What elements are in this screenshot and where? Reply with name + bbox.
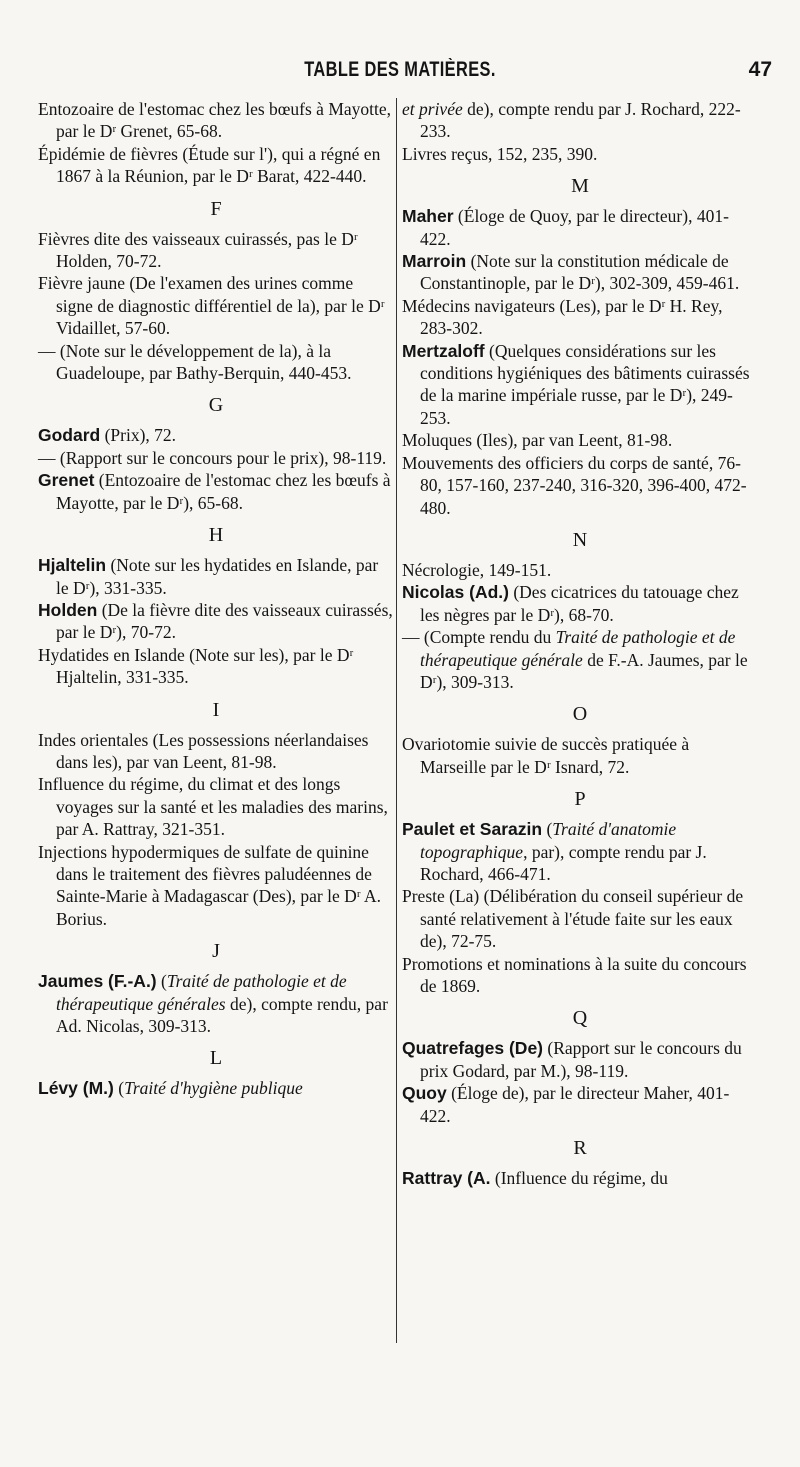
index-entry [38, 143, 394, 188]
entry-heading: Nicolas (Ad.) [402, 582, 509, 603]
entry-text: (Note sur la constitution médicale de Constantinople, par le Dʳ), 302-309, 459-461. [420, 251, 740, 294]
index-entry [402, 953, 758, 998]
index-entry [402, 626, 758, 693]
entry-heading: Holden [38, 599, 98, 620]
index-entry [38, 599, 394, 644]
index-entry [402, 429, 758, 451]
section-letter: M [571, 175, 589, 198]
index-entry [402, 340, 758, 430]
entry-text: Nécrologie, 149-151. [402, 559, 552, 580]
entry-heading: Maher [402, 206, 454, 227]
entry-text: Médecins navigateurs (Les), par le Dʳ H. Rey, 283-302. [402, 295, 723, 339]
section-letter: H [208, 524, 224, 547]
entry-heading: Godard [38, 425, 101, 446]
index-entry [402, 143, 758, 165]
section-letter: L [209, 1047, 223, 1070]
entry-text: (Quelques considérations sur les conditions hygiéniques des bâtiments cuirassés de la marine impériale russe, par le Dʳ), 249-253. [420, 340, 750, 428]
index-entry [402, 1037, 758, 1082]
entry-text: Épidémie de fièvres (Étude sur l'), qui a régné en 1867 à la Réunion, par le Dʳ Barat, 422-440. [38, 143, 381, 187]
entry-text: (Rapport sur le concours du prix Godard, par M.), 98-119. [420, 1038, 742, 1081]
entry-title-italic: et privée [402, 99, 463, 119]
entry-text: (Influence du régime, du [490, 1168, 668, 1189]
index-entry [38, 469, 394, 514]
entry-heading: Paulet et Sarazin [402, 819, 543, 840]
entry-text: — (Compte rendu du [402, 627, 556, 648]
entry-text: — (Note sur le développement de la), à la Guadeloupe, par Bathy-Berquin, 440-453. [38, 340, 352, 384]
column-divider [396, 98, 397, 1343]
entry-text: , par), compte rendu par J. Rochard, 466-471. [420, 841, 707, 884]
entry-text: de F.-A. Jaumes, par le Dʳ), 309-313. [420, 649, 748, 692]
entry-title-italic: Traité d'anatomie topographique [420, 819, 677, 862]
entry-title-italic: Traité de pathologie et de thérapeutique générales [56, 971, 347, 1014]
entry-text: (De la fièvre dite des vaisseaux cuirassés, par le Dʳ), 70-72. [56, 599, 393, 643]
entry-heading: Lévy (M.) [38, 1078, 114, 1099]
entry-text: (Note sur les hydatides en Islande, par le Dʳ), 331-335. [56, 555, 379, 598]
section-letter: J [212, 940, 220, 963]
entry-heading: Mertzaloff [402, 340, 485, 361]
entry-text: (Éloge de Quoy, par le directeur), 401-422. [420, 206, 729, 249]
entry-text: de), compte rendu par J. Rochard, 222-233. [420, 99, 741, 142]
index-entry [38, 841, 394, 931]
index-entry [402, 1167, 758, 1189]
entry-text: Livres reçus, 152, 235, 390. [402, 143, 598, 164]
entry-text: (Prix), 72. [100, 425, 177, 446]
entry-text: (Entozoaire de l'estomac chez les bœufs à Mayotte, par le Dʳ), 65-68. [56, 470, 391, 513]
index-entry [38, 773, 394, 840]
entry-heading: Marroin [402, 251, 467, 272]
index-entry [38, 644, 394, 689]
page-number: 47 [748, 58, 772, 81]
entry-text: Ovariotomie suivie de succès pratiquée à Marseille par le Dʳ Isnard, 72. [402, 734, 690, 777]
index-entry: Lévy (M.) (Traité d'hygiène publique [38, 1078, 303, 1099]
section-letter: F [210, 197, 222, 220]
index-entry [38, 228, 394, 273]
index-entry [402, 559, 758, 581]
entry-text: (Des cicatrices du tatouage chez les nègres par le Dʳ), 68-70. [420, 582, 739, 625]
index-entry [38, 98, 394, 143]
entry-title-italic: Traité de pathologie et de thérapeutique générale [420, 627, 736, 670]
index-entry [402, 250, 758, 295]
entry-text: Promotions et nominations à la suite du concours de 1869. [402, 953, 747, 996]
index-entry: Jaumes (F.-A.) (Traité de pathologie et de thérapeutique générales de), compte rendu, par Ad. Nicolas, 309-313. [38, 971, 388, 1036]
entry-text: Injections hypodermiques de sulfate de quinine dans le traitement des fièvres paludéennes de Sainte-Marie à Madagascar (Des), par le Dʳ A. Borius. [38, 841, 381, 929]
entry-heading: Quoy [402, 1083, 447, 1104]
index-entry [402, 205, 758, 250]
entry-text: Indes orientales (Les possessions néerlandaises dans les), par van Leent, 81-98. [38, 729, 369, 772]
index-entry [38, 424, 394, 446]
entry-text: Mouvements des officiers du corps de santé, 76-80, 157-160, 237-240, 316-320, 396-400, 472-480. [402, 452, 747, 518]
entry-heading: Rattray (A. [402, 1168, 491, 1189]
section-letter: Q [572, 1007, 588, 1030]
section-letter: P [574, 788, 586, 811]
entry-text: Moluques (Iles), par van Leent, 81-98. [402, 430, 673, 451]
index-entry [402, 98, 758, 143]
section-letter: R [573, 1137, 587, 1160]
index-entry [38, 340, 394, 385]
section-letter: G [208, 394, 224, 417]
index-entry [38, 272, 394, 339]
entry-text: Entozoaire de l'estomac chez les bœufs à Mayotte, par le Dʳ Grenet, 65-68. [38, 99, 392, 142]
entry-heading: Quatrefages (De) [402, 1038, 544, 1059]
index-entry [402, 581, 758, 626]
entry-heading: Grenet [38, 470, 95, 491]
entry-text: Fièvre jaune (De l'examen des urines comme signe de diagnostic différentiel de la), par le Dʳ Vidaillet, 57-60. [38, 273, 385, 339]
entry-text: (Éloge de), par le directeur Maher, 401-422. [420, 1083, 730, 1126]
section-letter: N [572, 528, 588, 551]
entry-heading: Jaumes (F.-A.) [38, 971, 157, 992]
entry-text: Influence du régime, du climat et des longs voyages sur la santé et les maladies des marins, par A. Rattray, 321-351. [38, 774, 388, 840]
page-header-title: TABLE DES MATIÈRES. [304, 58, 496, 81]
left-column [38, 98, 394, 1100]
index-entry [38, 554, 394, 599]
right-column [402, 98, 758, 1189]
entry-text: — (Rapport sur le concours pour le prix), 98-119. [38, 447, 387, 468]
index-entry [402, 885, 758, 952]
index-entry [402, 452, 758, 519]
entry-text: Preste (La) (Délibération du conseil supérieur de santé relativement à l'étude faite sur les eaux de), 72-75. [402, 886, 744, 952]
entry-heading: Hjaltelin [38, 555, 107, 576]
index-entry [402, 733, 758, 778]
index-entry: Paulet et Sarazin (Traité d'anatomie topographique, par), compte rendu par J. Rochard, 466-471. [402, 819, 707, 884]
index-entry [402, 295, 758, 340]
entry-text: Fièvres dite des vaisseaux cuirassés, pas le Dʳ Holden, 70-72. [38, 228, 358, 272]
index-entry [38, 729, 394, 774]
index-entry [38, 447, 394, 469]
section-letter: I [212, 698, 220, 721]
entry-text: Hydatides en Islande (Note sur les), par le Dʳ Hjaltelin, 331-335. [38, 644, 354, 688]
entry-title-italic: Traité d'hygiène publique [124, 1078, 303, 1099]
entry-text: de), compte rendu, par Ad. Nicolas, 309-313. [56, 993, 388, 1036]
index-entry [402, 1082, 758, 1127]
section-letter: O [572, 703, 588, 726]
